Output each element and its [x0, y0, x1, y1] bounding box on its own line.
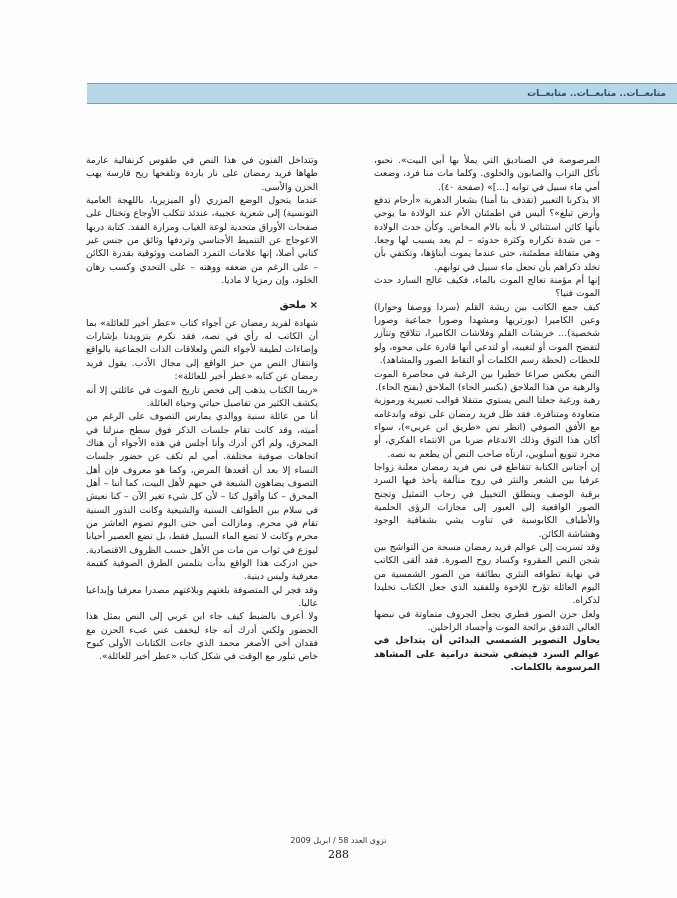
paragraph: إنها أم مؤمنة تعالج الموت بالماء، فكيف عالج السارد حدث الموت فنيا؟: [374, 275, 600, 300]
paragraph: حين ادركت هذا الواقع بدأت بتلمس الطرق الصوفية كقيمة معرفية وليس دينية.: [86, 557, 318, 583]
paragraph: عندما يتحول الوضع المزري (أو الميزيريا، باللهجة العامية التونسية) إلى شعرية عجيبة، عندئذ تتكلب الأوجاع وتختال على صفحات الأوراق متحدية لوعة الغياب ومرارة الفقد. كتابة دربها الاعوجاج عن التنميط الأجناسي وتردفها وثائق من جنس غير كتابي أصلا، إنها علامات التمرد الصامت ووثوقية بقدرة الكائن – على الرغم من ضعفه ووهنه – على التحدي وكسب رهان الخلود، وإن رمزيا لا ماديا.: [86, 195, 318, 287]
section-header-bar: [87, 83, 677, 104]
paragraph: كيف جمع الكاتب بين ريشة القلم (سردا ووصفا وحوارا) وعين الكاميرا (بورتريها ومشهدا وصورا جماعية وصورا شخصية)... خربشات القلم وفلاشات الكاميرا، تتلاقح وتتآزر لتفضح الموت أو لتغيبه، أو لتدعي أنها قادرة على محوه، ولو للحظات (لحظة رسم الكلمات أو التقاط الصور والمشاهد).: [374, 301, 600, 367]
paragraph: وقد فجر لي المتصوفة بلغتهم وبلاغتهم مصدرا معرفيا وإبداعيا عاليا.: [86, 584, 318, 609]
paragraph: رهبة ورغبة جعلتا النص يستوي متنقلا قوالب تعبيرية ورموزية متعاودة ومتنافرة. فقد ظل فريد رمضان على توقه واندغامه مع الأفق الصوفي (انظر نص «طريق ابن عربي»)، سواء أكان هذا التوق وذلك الاندغام ضربا من الانتماء الفكري، أو مجرد تنويع أسلوبي، ارتآه صاحب النص أن يطعم به نصه.: [374, 395, 600, 460]
page-number: 288: [328, 848, 349, 861]
paragraph: إن أجناس الكتابة تتقاطع في نص فريد رمضان معلنة زواجا عرفيا بين الشعر والنثر في روح متآلفة يأخذ فيها السرد برقبة الوصف وينطلق التخييل في رحاب التمثيل وتجنح الصور الواقعية إلى العبور إلى مجازات الرؤى الحلمية والأطياف الكابوسية في تناوب يشي بشفافية الوجود وهشاشة الكائن.: [374, 461, 600, 540]
paragraph: «ربما الكتاب يذهب إلى فحص تاريخ الموت في عائلتي إلا أنه يكشف الكثير من تفاصيل حياتي وحياة العائلة.: [86, 384, 318, 409]
paragraph: وقد تسربت إلى عوالم فريد رمضان مسحة من التواشج بين شجن النص المقروء وكساد روح الصورة. فقد ألقى الكاتب في نهاية تطوافه النثري بطائفة من الصور الشمسية من اليوم العائلة تؤرخ للإخوة وللفقيد الذي جعل الكتاب تخليدا لذكراه.: [374, 541, 600, 607]
paragraph: الا يذكرنا التعبير (تقذف بنا أمنا) بشعار الدهرية «أرحام تدفع وأرض تبلع»؟ أليس في اطمئنان الأم عند الولادة ما يوحي بأنها كائن استثنائي لا يأبه بالام المخاض. وكأن حدث الولادة – من شدة تكراره وكثرة حدوثه – لم يعد يسبب لها وجعا. وهي متفائلة مطمئنة، حتى عندما يموت أبناؤها، وتكتفي بأن تخلد ذكراهم بأن تجعل ماء سبيل في توابهم.: [374, 195, 600, 273]
paragraph: ولا أعرف بالضبط كيف جاء ابن عربي إلى النص بمثل هذا الحضور ولكني أدرك أنه جاء ليخفف عني عبء الحزن مع فقدان أخي الأصغر محمد الذي جاءت الكتابات الأولى كبوح خاص تبلور مع الوقت في شكل كتاب «عطر أخير للعائلة».: [86, 611, 318, 663]
right-text-column: [374, 154, 600, 866]
paragraph: أنا من عائلة سنية ووالدي يمارس التصوف على الرغم من أميته، وقد كانت تقام جلسات الذكر فوق سطح منزلنا في المحرق، ولم أكن أدرك وأنا أجلس في هذه الأجواء أن هناك اتجاهات صوفية مختلفة. أمي لم تكف عن حضور جلسات النساء إلا بعد أن أقعدها المرض، وكما هو معروف فإن أهل التصوف يضاهون الشيعة في حبهم لأهل البيت، كما أننا – أهل المحرق – كنا وأقول كنا – لأن كل شيء تغير الآن – كنا نعيش في سلام بين الطوائف السنية والشيعية وكانت النذور السنية تقام في محرم. ومازالت أمي حتى اليوم تصوم العاشر من محرم وكانت لا تضع الماء السبيل فقط، بل تضع العصير أحيانا ليوزع في ثواب من مات من الأهل حسب الظروف الاقتصادية.: [86, 411, 318, 556]
paragraph: وتتداخل الفنون في هذا النص في طقوس كرنفالية عارمة طهاها فريد رمضان على نار باردة وتلفحها ريح قارسة يهب الحزن والأسى.: [86, 155, 318, 193]
paragraph: المرصوصة في الصناديق التي يملأ بها أبي البيت». نحبو، نأكل التراب والصابون والحلوى. وكلما مات منا فرد، وضعت أمي ماء سبيل في توابه [...]» (صفحة ٤٠).: [374, 155, 600, 193]
issue-footer: نزوى العدد 58 / ابريل 2009: [290, 836, 387, 845]
paragraph: النص يعكس صراعا خطيرا بين الرغبة في محاصرة الموت والرهبة من هذا الملاحق (بكسر الحاء) الملاحق (بفتح الحاء).: [374, 368, 600, 393]
section-header-title: متابعــات.. متابعــات.. متابعــات: [527, 88, 666, 99]
paragraph: يحاول التصوير الشمسي البدائي أن يتداخل في عوالم السرد فيضفي شحنة درامية على المشاهد المرسومة بالكلمات.: [374, 635, 600, 674]
paragraph: شهادة لفريد رمضان عن أجواء كتاب «عطر أخير للعائلة» بما أن الكاتب له رأي في نصه، فقد تكرم بتزويدنا بإشارات وإضاءات لطيفة لأجواء النص ولعلاقات الذات الجماعية بالواقع وانتقال النص من حيز الواقع إلى مجال الأدب. يقول فريد رمضان عن كتابه «عطر أخير للعائلة»:: [86, 317, 318, 383]
appendix-heading: × ملحق: [279, 300, 318, 312]
paragraph: ولعل حزن الصور فطري يجعل الجروف متماوتة في نبضها العالي التدفق برائحة الموت وأجساد الراحلين.: [374, 608, 600, 634]
left-text-column: [86, 154, 318, 866]
